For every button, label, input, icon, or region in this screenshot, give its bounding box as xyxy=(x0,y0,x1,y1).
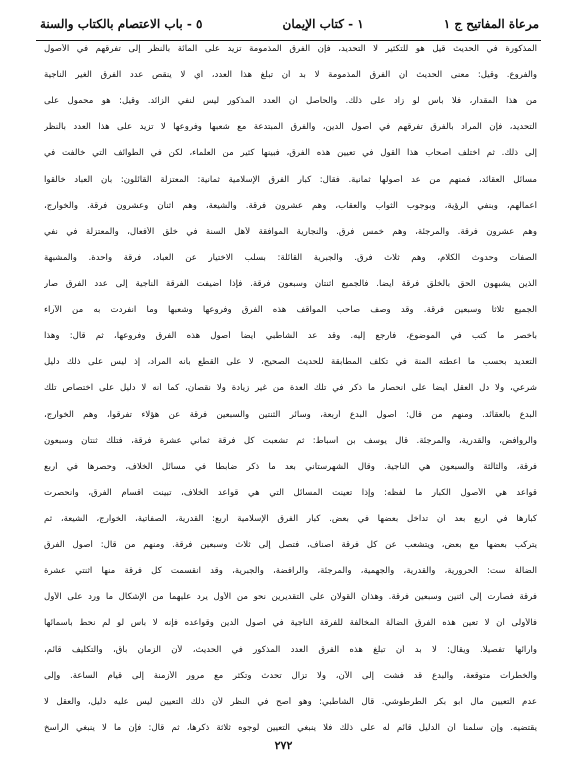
text-line: كبارها في أربع بعد أن تداخل بعضها في بعض. كبار الفرق الإسلامية أربع: القدرية، الصفاتية، الخوارج، الشيعة، ثم xyxy=(44,513,537,524)
text-line: فالأولى أن لا تعين هذه الفرق الضالة المخالفة للفرقة الناجية في أصول الدين وقواعده فإنه لا بأس لو لم نحط بأسمائها xyxy=(44,618,537,629)
body-text xyxy=(44,44,537,734)
header-book-title: مرعاة المفاتيح ج ١ xyxy=(443,17,539,31)
text-line: قواعد هي الأصول الكبار ما لفظه: وإذا تعينت المسائل التي هي قواعد الخلاف، تبينت أقسام الفرق، وانحصرت xyxy=(44,487,537,498)
text-line: وآرائها تفصيلا. ويقال: لا بد أن تبلغ هذه الفرق العدد المذكور في الحديث، لأن الزمان باق، والتكليف قائم، xyxy=(44,644,537,655)
text-line: شرعي، ولا دل العقل أيضا على انحصار ما ذكر في تلك العدة من غير زيادة ولا نقصان، كما أنه لا دليل على اختصاص تلك xyxy=(44,383,537,394)
header-section: ٥ - باب الاعتصام بالكتاب والسنة xyxy=(40,17,203,31)
text-line: يقتضيه. وإن سلمنا أن الدليل قائم له على ذلك فلا ينبغي التعيين لوجوه ثلاثة ذكرها، ثم قال: فإن ما لا ينبغي الراسخ xyxy=(44,722,537,733)
text-line: والخطرات متوقعة، والبدع قد فشت إلى الآن، ولا تزال تحدث وتكثر مع مرور الأزمنة إلى قيام الساعة. وإلى xyxy=(44,670,537,681)
text-line: مسائل العقائد، فمنهم من عد أصولها ثمانية. فقال: كبار الفرق الإسلامية ثمانية: المعتزلة القائلون: بأن العباد خالقوا xyxy=(44,174,537,185)
header-rule xyxy=(36,40,541,41)
text-line: من هذا المقدار، فلا بأس لو زاد على ذلك. والحاصل أن العدد المذكور ليس لنفي الزائد. وقيل: هو محمول على xyxy=(44,96,537,107)
text-line: الضالة ست: الحرورية، والقدرية، والجهمية، والمرجئة، والرافضة، والجبرية، وقد انقسمت كل فرقة منها اثنتي عشرة xyxy=(44,566,537,577)
text-line: البدع بالعقائد. ومنهم من قال: أصول البدع أربعة، وسائر الثنتين والسبعين فرقة عن هؤلاء تفرقوا، وهم الخوارج، xyxy=(44,409,537,420)
text-line: إلى ذلك. ثم اختلف أصحاب هذا القول في تعيين هذه الفرق، فبينها كثير من العلماء، لكن في الطوائف التي خالفت في xyxy=(44,148,537,159)
text-line: عدم التعيين مال أبو بكر الطرطوشي. قال الشاطبي: وهو أصح في النظر لأن ذلك التعيين ليس عليه دليل، والعقل لا xyxy=(44,696,537,707)
text-line: أعمالهم، وبنفي الرؤية، وبوجوب الثواب والعقاب، وهم عشرون فرقة. والشيعة، وهم اثنان وعشرون فرقة. والخوارج، xyxy=(44,200,537,211)
text-line: يتركب بعضها مع بعض، ويتشعب عن كل فرقة أصناف، فتصل إلى ثلاث وسبعين فرقة. ومنهم من قال: أصول الفرق xyxy=(44,540,537,551)
text-line: والروافض، والقدرية، والمرجئة. قال يوسف بن أسباط: ثم تشعبت كل فرقة ثماني عشرة فرقة، فتلك ثنتان وسبعون xyxy=(44,435,537,446)
text-line: التعديد بحسب ما أعطته المنة في تكلف المطابقة للحديث الصحيح، لا على القطع بأنه المراد، إذ ليس على ذلك دليل xyxy=(44,357,537,368)
text-line: الصفات وحدوث الكلام، وهم ثلاث فرق. والجبرية القائلة: بسلب الاختيار عن العباد، فرقة واحدة. والمشبهة xyxy=(44,252,537,263)
text-line: فرقة، والثالثة والسبعون هي الناجية. وقال الشهرستاني بعد ما ذكر ضابطا في مسائل الخلاف، وحصرها في أربع xyxy=(44,461,537,472)
page-number: ٢٧٢ xyxy=(274,739,293,752)
text-line: بأخصر ما كتب في الموضوع، فارجع إليه. وقد عد الشاطبي أيضا أصول هذه الفرق وفروعها، ثم قال: وهذا xyxy=(44,331,537,342)
header-chapter: ١ - كتاب الإيمان xyxy=(282,17,364,31)
text-line: الجميع ثلاثا وسبعين فرقة. وقد وصف صاحب المواقف هذه الفرق وفروعها وشعبها وما انفردت به من الآراء xyxy=(44,305,537,316)
running-header xyxy=(40,12,539,36)
text-line: المذكورة في الحديث قيل هو للتكثير لا التحديد، فإن الفرق المذمومة تزيد على المائة بالنظر إلى تفرقهم في الأصول xyxy=(44,44,537,54)
text-line: وهم عشرون فرقة. والمرجئة، وهم خمس فرق. والنجارية الموافقة لأهل السنة في خلق الأفعال، والمعتزلة في نفي xyxy=(44,226,537,237)
text-line: الذين يشبهون الحق بالخلق فرقة أيضا. فالجميع اثنتان وسبعون فرقة. فإذا أضيفت الفرقة الناجية إلى عدد الفرق صار xyxy=(44,278,537,289)
text-line: والفروع. وقيل: معنى الحديث أن الفرق المذمومة لا بد أن تبلغ هذا العدد، أي لا ينقص عدد الفرق الغير الناجية xyxy=(44,70,537,81)
text-line: التحديد، فإن المراد بالفرق تفرقهم في أصول الدين، والفرق المبتدعة مع شعبها وفروعها لا تزيد على هذا العدد بالنظر xyxy=(44,122,537,133)
text-line: فرقة فصارت إلى اثنين وسبعين فرقة. وهذان القولان على التقديرين نحو من الأول يرد عليهما من الإشكال ما ورد على الأول xyxy=(44,592,537,603)
